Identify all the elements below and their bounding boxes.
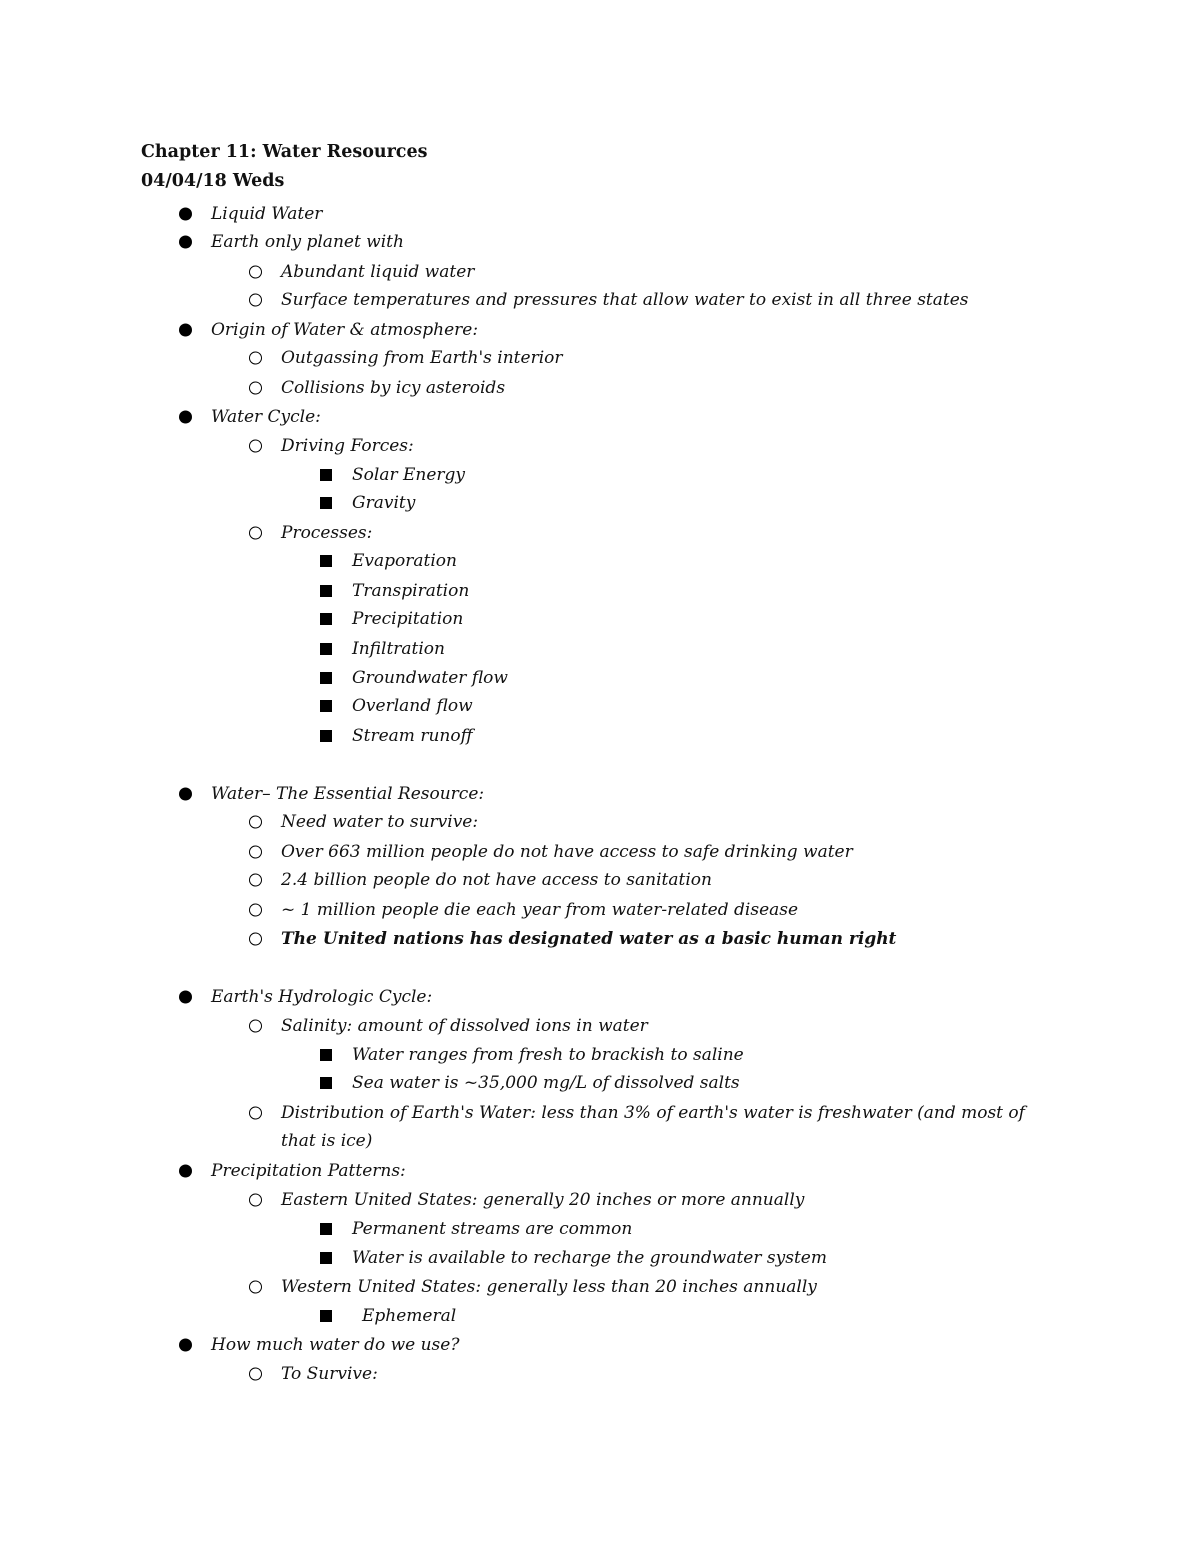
hollow-circle-bullet-icon — [249, 816, 262, 829]
filled-circle-bullet-icon — [179, 324, 192, 337]
hollow-circle-bullet-icon — [249, 527, 262, 540]
filled-square-bullet-icon — [320, 672, 332, 684]
hollow-circle-bullet-icon — [249, 1020, 262, 1033]
filled-square-bullet-icon — [320, 555, 332, 567]
filled-circle-bullet-icon — [179, 208, 192, 221]
filled-square-bullet-icon — [320, 469, 332, 481]
hollow-circle-bullet-icon — [249, 846, 262, 859]
filled-circle-bullet-icon — [179, 991, 192, 1004]
document-page: Chapter 11: Water Resources 04/04/18 Weds Liquid Water Earth only planet with Abundant liquid water Surface temperatures and pressures that allow water to exist in all three states Origin of Water & atmosphere: Outgassing from Earth's interior Collisions by icy asteroids Water Cycle: Driving Forces: Solar Energy Gravity Processes: Evaporation Transpiration Precipitation Infiltration Groundwater flow Overland flow Stream runoff Water– The Essential Resource: Need water to survive: Over 663 million people do not have access to safe drinking water 2.4 billion people do not have access to sanitation ~ 1 million people die each year from water-related disease The United nations has designated water as a basic human right Earth's Hydrologic Cycle: Salinity: amount of dissolved ions in water Water ranges from fresh to brackish to saline Sea water is ~35,000 mg/L of dissolved salts Distribution of Earth's Water: less than 3% of earth's water is freshwater (and most of that is ice) Precipitation Patterns: Eastern United States: generally 20 inches or more annually Permanent streams are common Water is available to recharge the groundwater system Western United States: generally less than 20 inches annually Ephemeral How much water do we use? To Survive: — [141, 142, 1025, 1384]
filled-circle-bullet-icon — [179, 1339, 192, 1352]
hollow-circle-bullet-icon — [249, 382, 262, 395]
filled-square-bullet-icon — [320, 1252, 332, 1264]
hollow-circle-bullet-icon — [249, 904, 262, 917]
filled-circle-bullet-icon — [179, 1165, 192, 1178]
filled-square-bullet-icon — [320, 585, 332, 597]
note-date: 04/04/18 Weds — [141, 171, 285, 191]
hollow-circle-bullet-icon — [249, 1107, 262, 1120]
hollow-circle-bullet-icon — [249, 266, 262, 279]
hollow-circle-bullet-icon — [249, 440, 262, 453]
hollow-circle-bullet-icon — [249, 1281, 262, 1294]
hollow-circle-bullet-icon — [249, 874, 262, 887]
filled-circle-bullet-icon — [179, 236, 192, 249]
filled-square-bullet-icon — [320, 643, 332, 655]
hollow-circle-bullet-icon — [249, 933, 262, 946]
chapter-title: Chapter 11: Water Resources — [141, 142, 428, 162]
filled-square-bullet-icon — [320, 1223, 332, 1235]
filled-square-bullet-icon — [320, 1049, 332, 1061]
hollow-circle-bullet-icon — [249, 352, 262, 365]
filled-square-bullet-icon — [320, 613, 332, 625]
filled-square-bullet-icon — [320, 1077, 332, 1089]
hollow-circle-bullet-icon — [249, 1194, 262, 1207]
hollow-circle-bullet-icon — [249, 294, 262, 307]
filled-square-bullet-icon — [320, 700, 332, 712]
filled-circle-bullet-icon — [179, 788, 192, 801]
filled-square-bullet-icon — [320, 1310, 332, 1322]
hollow-circle-bullet-icon — [249, 1368, 262, 1381]
list-item-continuation: that is ice) — [281, 1131, 373, 1151]
filled-square-bullet-icon — [320, 497, 332, 509]
filled-square-bullet-icon — [320, 730, 332, 742]
filled-circle-bullet-icon — [179, 411, 192, 424]
